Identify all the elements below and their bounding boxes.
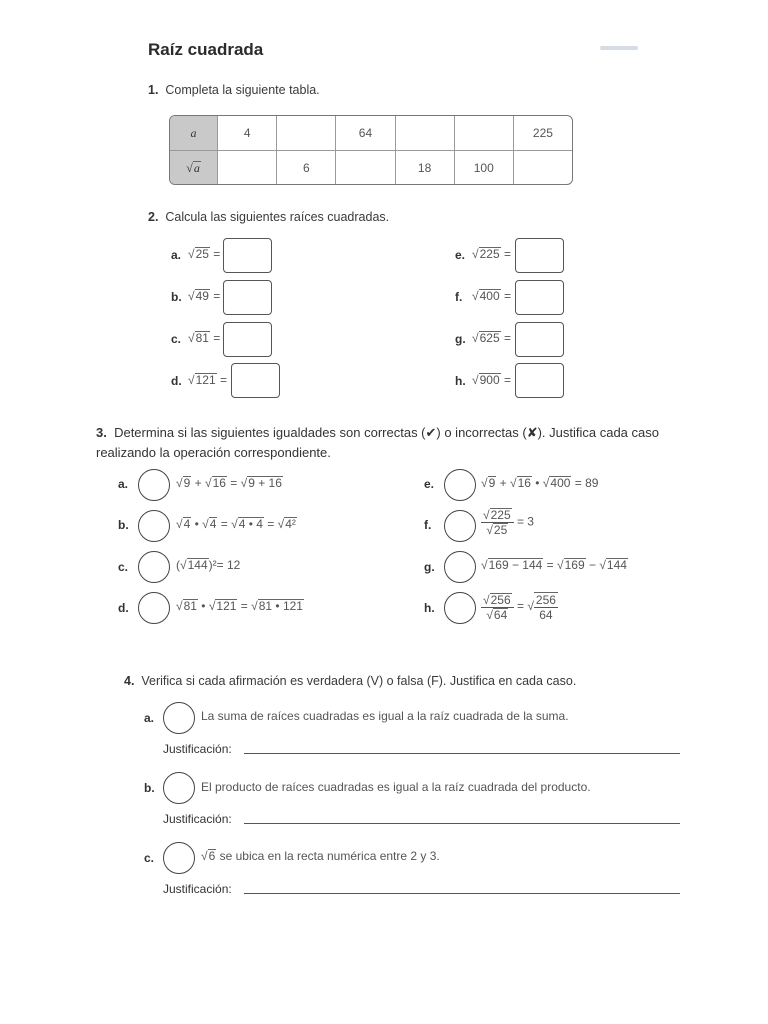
question-3: [96, 423, 716, 463]
justification-label: Justificación:: [163, 882, 232, 896]
item-label: a.: [144, 711, 155, 725]
question-2: [148, 210, 389, 224]
item-label: a.: [118, 477, 129, 491]
values-table: [169, 115, 573, 185]
item-label: b.: [118, 518, 129, 532]
question-number: 1.: [148, 83, 159, 97]
table-cell[interactable]: 4: [218, 116, 277, 151]
equality-expression: √4 • √4 = √4 • 4 = √4²: [176, 517, 296, 531]
equality-expression: $\frac{√256}{√64}$ = √ $\frac{256}{64}$: [483, 592, 556, 622]
question-text: Determina si las siguientes igualdades son correctas (✔) o incorrectas (✘). Justifica cada caso realizando la operación correspondiente.: [96, 425, 659, 460]
answer-circle[interactable]: [163, 772, 195, 804]
sqrt-expression: √625 =: [472, 331, 511, 345]
answer-box[interactable]: [223, 322, 272, 357]
question-4: [124, 674, 576, 688]
item-label: g.: [424, 560, 435, 574]
equality-expression: √9 + √16 • √400 = 89: [481, 476, 599, 490]
table-cell[interactable]: [218, 151, 277, 186]
answer-box[interactable]: [223, 238, 272, 273]
table-cell[interactable]: 64: [336, 116, 395, 151]
justification-label: Justificación:: [163, 742, 232, 756]
justification-line[interactable]: [244, 753, 680, 754]
sqrt-expression: √400 =: [472, 289, 511, 303]
question-text: Completa la siguiente tabla.: [165, 83, 320, 97]
sqrt-expression: √225 =: [472, 247, 511, 261]
table-header-a: a: [170, 116, 218, 151]
sqrt-expression: √81 =: [188, 331, 221, 345]
table-row-sqrt: [170, 151, 572, 186]
item-label: d.: [171, 374, 182, 388]
publisher-mark: [600, 46, 638, 50]
justification-line[interactable]: [244, 893, 680, 894]
equality-expression: √81 • √121 = √81 • 121: [176, 599, 303, 613]
table-cell[interactable]: [395, 116, 454, 151]
answer-box[interactable]: [515, 363, 564, 398]
table-cell[interactable]: [513, 151, 572, 186]
item-label: b.: [171, 290, 182, 304]
table-cell[interactable]: 100: [454, 151, 513, 186]
question-text: Calcula las siguientes raíces cuadradas.: [165, 210, 390, 224]
answer-box[interactable]: [515, 280, 564, 315]
question-1: [148, 83, 320, 97]
answer-circle[interactable]: [444, 510, 476, 542]
statement-text: √6 se ubica en la recta numérica entre 2 y 3.: [201, 849, 440, 863]
sqrt-expression: √25 =: [188, 247, 221, 261]
table-cell[interactable]: 225: [513, 116, 572, 151]
item-label: b.: [144, 781, 155, 795]
item-label: a.: [171, 248, 182, 262]
item-label: f.: [455, 290, 463, 304]
statement-text: El producto de raíces cuadradas es igual a la raíz cuadrada del producto.: [201, 780, 591, 794]
item-label: h.: [424, 601, 435, 615]
answer-box[interactable]: [223, 280, 272, 315]
item-label: c.: [171, 332, 182, 346]
answer-circle[interactable]: [163, 842, 195, 874]
item-label: c.: [118, 560, 129, 574]
equality-expression: $\frac{√225}{√25}$ = 3: [483, 508, 534, 537]
answer-circle[interactable]: [444, 469, 476, 501]
justification-label: Justificación:: [163, 812, 232, 826]
question-number: 4.: [124, 674, 135, 688]
item-label: e.: [424, 477, 435, 491]
question-number: 3.: [96, 425, 107, 440]
sqrt-expression: √900 =: [472, 373, 511, 387]
table-cell[interactable]: [277, 116, 336, 151]
statement-text: La suma de raíces cuadradas es igual a la raíz cuadrada de la suma.: [201, 709, 569, 723]
answer-circle[interactable]: [138, 469, 170, 501]
question-text: Verifica si cada afirmación es verdadera (V) o falsa (F). Justifica en cada caso.: [141, 674, 577, 688]
table-cell[interactable]: [454, 116, 513, 151]
table-cell[interactable]: 6: [277, 151, 336, 186]
item-label: g.: [455, 332, 466, 346]
answer-circle[interactable]: [138, 592, 170, 624]
item-label: h.: [455, 374, 466, 388]
table-cell[interactable]: 18: [395, 151, 454, 186]
answer-circle[interactable]: [163, 702, 195, 734]
answer-box[interactable]: [515, 238, 564, 273]
answer-circle[interactable]: [444, 592, 476, 624]
page-title: Raíz cuadrada: [148, 40, 264, 59]
sqrt-expression: √49 =: [188, 289, 221, 303]
question-number: 2.: [148, 210, 159, 224]
table-row-a: [170, 116, 572, 151]
justification-line[interactable]: [244, 823, 680, 824]
answer-circle[interactable]: [138, 551, 170, 583]
equality-expression: √169 − 144 = √169 − √144: [481, 558, 627, 572]
answer-box[interactable]: [515, 322, 564, 357]
table-cell[interactable]: [336, 151, 395, 186]
answer-circle[interactable]: [138, 510, 170, 542]
item-label: e.: [455, 248, 466, 262]
answer-circle[interactable]: [444, 551, 476, 583]
item-label: f.: [424, 518, 432, 532]
item-label: c.: [144, 851, 155, 865]
equality-expression: √9 + √16 = √9 + 16: [176, 476, 282, 490]
table-header-sqrt-a: √a: [170, 151, 218, 186]
item-label: d.: [118, 601, 129, 615]
sqrt-expression: √121 =: [188, 373, 227, 387]
answer-box[interactable]: [231, 363, 280, 398]
equality-expression: (√144)²= 12: [176, 558, 241, 572]
